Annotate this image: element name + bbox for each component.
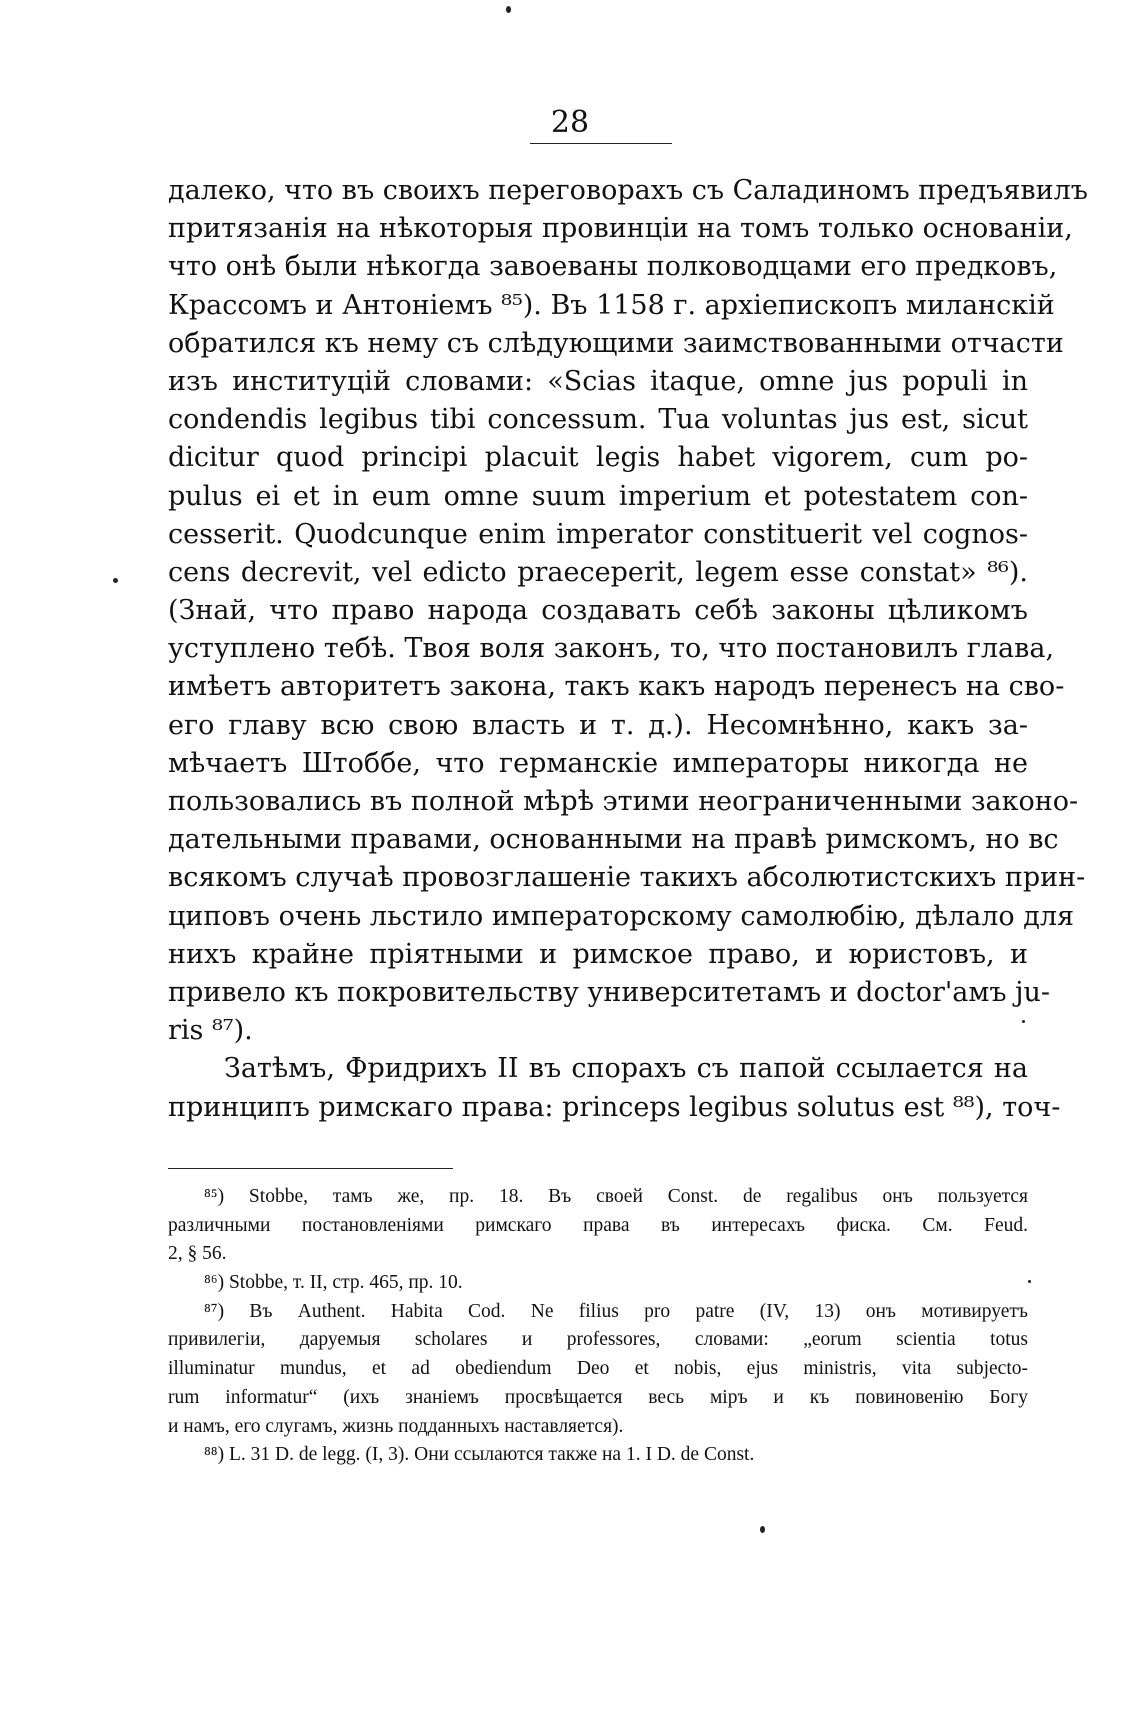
footnote-line: illuminatur mundus, et ad obediendum Deo et nobis, ejus ministris, vita subjecto- [168, 1358, 1028, 1380]
footnote-line: ⁸⁶) Stobbe, т. II, стр. 465, пр. 10. [204, 1272, 463, 1294]
scan-speck [1028, 1280, 1031, 1283]
body-line: изъ институцій словами: «Scias itaque, omne jus populi in [168, 365, 1028, 397]
body-line: принципъ римскаго права: princeps legibus solutus est ⁸⁸), точ- [168, 1091, 1061, 1123]
body-line: уступлено тебѣ. Твоя воля законъ, то, что постановилъ глава, [168, 633, 1055, 665]
body-line: что онѣ были нѣкогда завоеваны полководцами его предковъ, [168, 251, 1058, 283]
footnote-rule [168, 1168, 453, 1169]
body-line: пользовались въ полной мѣрѣ этими неограниченными законо- [168, 786, 1079, 817]
scan-speck [113, 578, 118, 583]
body-line: нихъ крайне пріятными и римское право, и юристовъ, и [168, 938, 1028, 970]
footnote-line: различными постановленіями римскаго права въ интересахъ фиска. См. Feud. [168, 1214, 1028, 1236]
body-line: condendis legibus tibi concessum. Tua voluntas jus est, sicut [168, 404, 1028, 436]
footnote-line: привилегіи, даруемыя scholares и professores, словами: „eorum scientia totus [168, 1329, 1028, 1351]
body-line: дательными правами, основанными на правѣ римскомъ, но вс [168, 824, 1059, 856]
body-line: имѣетъ авторитетъ закона, такъ какъ народъ перенесъ на сво- [168, 671, 1065, 703]
body-line: ris ⁸⁷). [168, 1015, 253, 1047]
footnote-line: ⁸⁸) L. 31 D. de legg. (I, 3). Они ссылаются также на 1. I D. de Const. [204, 1444, 755, 1466]
footnote-line: и намъ, его слугамъ, жизнь подданныхъ наставляется). [168, 1415, 624, 1437]
body-line: мѣчаетъ Штоббе, что германскіе императоры никогда не [168, 747, 1028, 779]
footnote-line: ⁸⁵) Stobbe, тамъ же, пр. 18. Въ своей Const. de regalibus онъ пользуется [204, 1186, 1028, 1207]
footnotes [168, 1183, 1028, 1470]
footnote-line: 2, § 56. [168, 1243, 227, 1265]
body-line: далеко, что въ своихъ переговорахъ съ Саладиномъ предъявилъ [168, 175, 1088, 206]
body-line: pulus ei et in eum omne suum imperium et potestatem con- [168, 480, 1028, 512]
scan-speck [760, 1526, 765, 1533]
footnote-line: ⁸⁷) Въ Authent. Habita Cod. Ne filius pro patre (IV, 13) онъ мотивируетъ [204, 1300, 1028, 1322]
body-line: его главу всю свою власть и т. д.). Несомнѣнно, какъ за- [168, 709, 1028, 741]
scan-speck [1022, 1020, 1025, 1023]
body-line: обратился къ нему съ слѣдующими заимствованными отчасти [168, 327, 1064, 359]
body-line: притязанія на нѣкоторыя провинціи на томъ только основаніи, [168, 213, 1073, 245]
body-line: циповъ очень льстило императорскому самолюбію, дѣлало для [168, 900, 1075, 932]
body-line: Затѣмъ, Фридрихъ II въ спорахъ съ папой ссылается на [224, 1053, 1028, 1085]
body-line: всякомъ случаѣ провозглашеніе такихъ абсолютистскихъ прин- [168, 862, 1086, 894]
body-line: Крассомъ и Антоніемъ ⁸⁵). Въ 1158 г. архіепископъ миланскій [168, 289, 1055, 321]
body-line: cens decrevit, vel edicto praeceperit, legem esse constat» ⁸⁶). [168, 556, 1028, 588]
body-line: привело къ покровительству университетамъ и doctor'амъ ju- [168, 976, 1051, 1008]
scan-speck [506, 6, 511, 13]
page-number: 28 [550, 105, 590, 140]
body-line: cesserit. Quodcunque enim imperator constituerit vel cognos- [168, 518, 1028, 550]
page-number-rule [530, 143, 672, 144]
body-line: dicitur quod principi placuit legis habet vigorem, cum po- [168, 442, 1028, 474]
footnote-line: rum informatur“ (ихъ знаніемъ просвѣщается весь міръ и къ повиновенію Богу [168, 1386, 1028, 1408]
body-line: (Знай, что право народа создавать себѣ законы цѣликомъ [168, 595, 1028, 627]
body-text [168, 172, 1088, 1127]
